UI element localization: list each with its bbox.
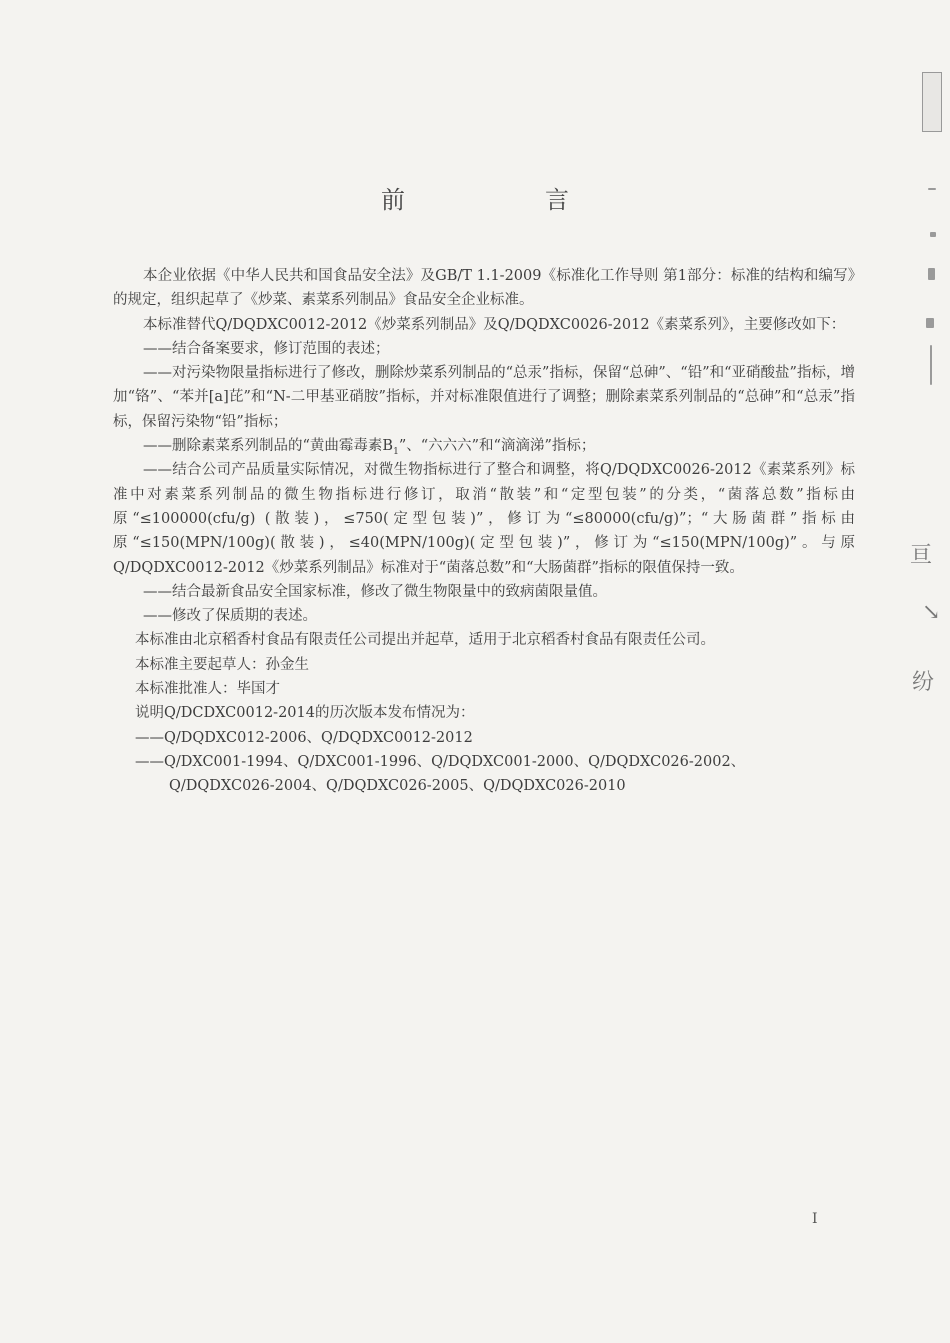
paragraph: ——结合公司产品质量实际情况，对微生物指标进行了整合和调整，将Q/DQDXC0026-2012《素菜系列》标准中对素菜系列制品的微生物指标进行修订，取消“散装”和“定型包装”的分类，“菌落总数”指标由原“≤100000(cfu/g) (散装)，≤750(定型包装)”，修订为“≤80000(cfu/g)”；“大肠菌群”指标由原“≤150(MPN/100g)(散装)，≤40(MPN/100g)(定型包装)”，修订为“≤150(MPN/100g)”。与原Q/DQDXC0012-2012《炒菜系列制品》标准对于“菌落总数”和“大肠菌群”指标的限值保持一致。 [113,462,855,576]
edge-stamp-mark [922,72,942,132]
paragraph: 本企业依据《中华人民共和国食品安全法》及GB/T 1.1-2009《标准化工作导则 第1部分：标准的结构和编写》的规定，组织起草了《炒菜、素菜系列制品》食品安全企业标准。 [113,268,855,309]
paragraph: 说明Q/DCDXC0012-2014的历次版本发布情况为： [135,705,475,722]
paragraph: 本标准主要起草人：孙金生 [135,656,309,673]
subscript: 1 [393,446,399,457]
page-title: 前 言 [381,186,627,214]
paragraph: ——对污染物限量指标进行了修改，删除炒菜系列制品的“总汞”指标，保留“总砷”、“铅”和“亚硝酸盐”指标，增加“铬”、“苯并[a]芘”和“N-二甲基亚硝胺”指标，并对标准限值进行了调整；删除素菜系列制品的“总砷”和“总汞”指标，保留污染物“铅”指标； [113,365,855,430]
foreword-body [113,264,855,799]
text-segment: ”、“六六六”和“滴滴涕”指标； [398,438,596,455]
margin-handwriting-mark: 亘 [910,543,933,568]
text-segment: ——删除素菜系列制品的“黄曲霉毒素B [143,438,394,455]
history-line: Q/DQDXC026-2004、Q/DQDXC026-2005、Q/DQDXC026-2010 [169,778,626,795]
margin-handwriting-mark: 纷 [912,670,935,695]
paragraph: 本标准由北京稻香村食品有限责任公司提出并起草，适用于北京稻香村食品有限责任公司。 [135,632,715,649]
margin-handwriting-mark: ↘ [922,600,941,625]
history-line: ——Q/DQDXC012-2006、Q/DQDXC0012-2012 [135,729,473,746]
paragraph: ——结合备案要求，修订范围的表述； [143,340,390,357]
history-line: ——Q/DXC001-1994、Q/DXC001-1996、Q/DQDXC001-2000、Q/DQDXC026-2002、 [135,753,746,770]
paragraph: ——修改了保质期的表述。 [143,608,317,625]
paragraph [113,434,855,458]
page-number: I [812,1211,818,1227]
paragraph: 本标准替代Q/DQDXC0012-2012《炒菜系列制品》及Q/DQDXC0026-2012《素菜系列》，主要修改如下： [143,316,846,333]
paragraph: 本标准批准人：毕国才 [135,681,280,698]
paragraph: ——结合最新食品安全国家标准，修改了微生物限量中的致病菌限量值。 [143,583,607,600]
